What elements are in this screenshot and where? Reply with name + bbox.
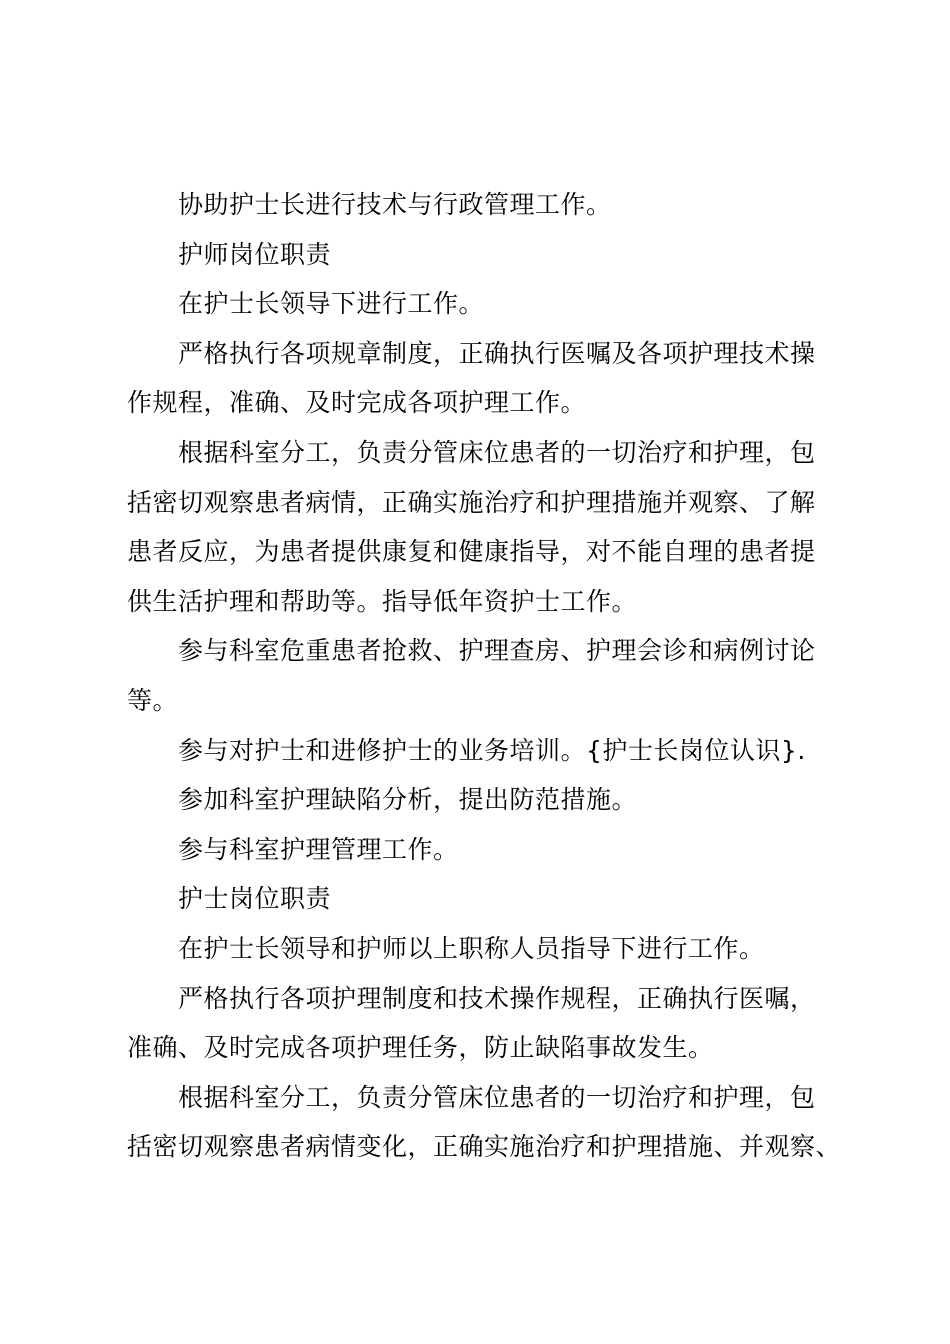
paragraph: [127, 775, 837, 825]
paragraph: [127, 825, 837, 875]
paragraph-line: 作规程，准确、及时完成各项护理工作。: [127, 388, 587, 418]
paragraph-line: 严格执行各项规章制度，正确执行医嘱及各项护理技术操: [178, 338, 816, 368]
paragraph-line: 参与科室危重患者抢救、护理查房、护理会诊和病例讨论: [178, 636, 816, 666]
paragraph: [127, 924, 837, 974]
paragraph: [127, 180, 837, 230]
paragraph-line: 协助护士长进行技术与行政管理工作。: [178, 190, 612, 219]
paragraph-line: 护士岗位职责: [178, 884, 332, 914]
paragraph: [127, 428, 837, 626]
paragraph-line: 在护士长领导下进行工作。: [178, 289, 485, 319]
paragraph-line: 参加科室护理缺陷分析，提出防范措施。: [178, 785, 638, 815]
paragraph-line: 护师岗位职责: [178, 239, 332, 269]
paragraph-line: 准确、及时完成各项护理任务，防止缺陷事故发生。: [127, 1033, 714, 1063]
paragraph-line: 根据科室分工，负责分管床位患者的一切治疗和护理，包: [178, 1082, 816, 1112]
paragraph-line: 根据科室分工，负责分管床位患者的一切治疗和护理，包: [178, 437, 816, 467]
paragraph-line: 供生活护理和帮助等。指导低年资护士工作。: [127, 586, 638, 616]
paragraph-line: 括密切观察患者病情变化，正确实施治疗和护理措施、并观察、: [127, 1132, 842, 1162]
paragraph: [127, 279, 837, 329]
document-body: [127, 180, 842, 1172]
paragraph-line: 参与科室护理管理工作。: [178, 834, 459, 864]
paragraph: [127, 626, 837, 725]
paragraph-line: 等。: [127, 685, 179, 715]
paragraph: [127, 1073, 842, 1172]
paragraph-line: 严格执行各项护理制度和技术操作规程，正确执行医嘱，: [178, 983, 816, 1013]
paragraph-line: 在护士长领导和护师以上职称人员指导下进行工作。: [178, 933, 765, 963]
paragraph: [127, 974, 837, 1073]
paragraph: [127, 230, 837, 280]
paragraph-line: 患者反应，为患者提供康复和健康指导，对不能自理的患者提: [127, 537, 816, 567]
paragraph: [127, 329, 837, 428]
paragraph: [127, 726, 837, 776]
paragraph: [127, 874, 837, 924]
paragraph-line: 参与对护士和进修护士的业务培训。{护士长岗位认识}.: [178, 735, 806, 765]
paragraph-line: 括密切观察患者病情，正确实施治疗和护理措施并观察、了解: [127, 487, 816, 517]
